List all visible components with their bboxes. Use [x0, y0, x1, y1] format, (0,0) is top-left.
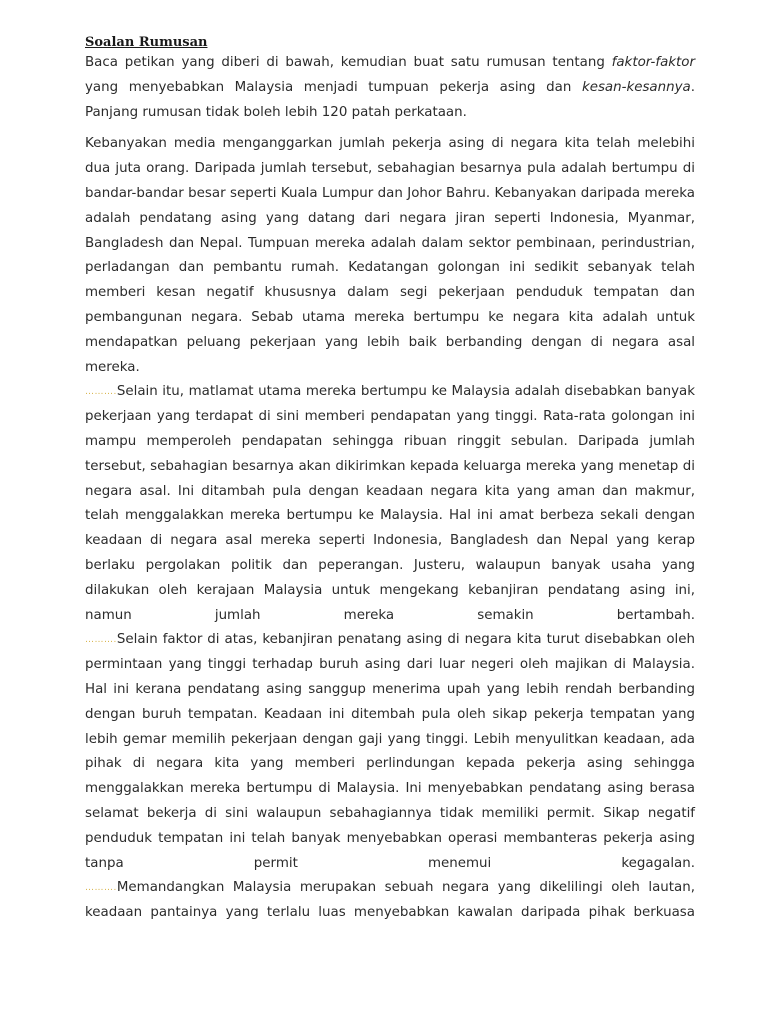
passage-paragraph-4 [85, 876, 695, 926]
paragraph-leader-dots: ………. [85, 635, 117, 646]
instructions-emphasis-2: kesan-kesannya [581, 79, 691, 95]
instructions-text-3: . Panjang rumusan tidak boleh lebih 120 patah perkataan. [85, 79, 695, 120]
instructions [85, 51, 695, 125]
instructions-text-1: Baca petikan yang diberi di bawah, kemudian buat satu rumusan tentang [85, 55, 612, 70]
paragraph-leader-dots: ………. [85, 883, 117, 894]
paragraph-3-text: Selain faktor di atas, kebanjiran penatang asing di negara kita turut disebabkan oleh permintaan yang tinggi terhadap buruh asing dari luar negeri oleh majikan di Malaysia. Hal ini kerana pendatang asing sanggup menerima upah yang lebih rendah berbanding dengan buruh tempatan. Keadaan ini ditembah pula oleh sikap pekerja tempatan yang lebih gemar memilih pekerjaan dengan gaji yang tinggi. Lebih menyulitkan keadaan, ada pihak di negara kita yang memberi perlindungan kepada pekerja asing sehingga menggalakkan mereka bertumpu di Malaysia. Ini menyebabkan pendatang asing berasa selamat bekerja di sini walaupun sebahagiannya tidak memiliki permit. Sikap negatif penduduk tempatan ini telah banyak menyebabkan operasi membanteras pekerja asing tanpa permit menemui kegagalan. [85, 632, 695, 871]
paragraph-1-text: Kebanyakan media menganggarkan jumlah pekerja asing di negara kita telah melebihi dua juta orang. Daripada jumlah tersebut, sebahagian besarnya pula adalah bertumpu di bandar-bandar besar seperti Kuala Lumpur dan Johor Bahru. Kebanyakan daripada mereka adalah pendatang asing yang datang dari negara jiran seperti Indonesia, Myanmar, Bangladesh dan Nepal. Tumpuan mereka adalah dalam sektor pembinaan, perindustrian, perladangan dan pembantu rumah. Kedatangan golongan ini sedikit sebanyak telah memberi kesan negatif khususnya dalam segi pekerjaan penduduk tempatan dan pembangunan negara. Sebab utama mereka bertumpu ke negara kita adalah untuk mendapatkan peluang pekerjaan yang lebih baik berbanding dengan di negara asal mereka. [85, 136, 695, 375]
paragraph-2-text: Selain itu, matlamat utama mereka bertumpu ke Malaysia adalah disebabkan banyak pekerjaan yang terdapat di sini memberi pendapatan yang tinggi. Rata-rata golongan ini mampu memperoleh pendapatan sehingga ribuan ringgit sebulan. Daripada jumlah tersebut, sebahagian besarnya akan dikirimkan kepada keluarga mereka yang menetap di negara asal. Ini ditambah pula dengan keadaan negara kita yang aman dan makmur, telah menggalakkan mereka bertumpu ke Malaysia. Hal ini amat berbeza sekali dengan keadaan di negara asal mereka seperti Indonesia, Bangladesh dan Nepal yang kerap berlaku pergolakan politik dan peperangan. Justeru, walaupun banyak usaha yang dilakukan oleh kerajaan Malaysia untuk mengekang kebanjiran pendatang asing ini, namun jumlah mereka semakin bertambah. [85, 384, 695, 623]
paragraph-4-text: Memandangkan Malaysia merupakan sebuah negara yang dikelilingi oleh lautan, keadaan pantainya yang terlalu luas menyebabkan kawalan daripada pihak berkuasa [85, 880, 695, 921]
passage-paragraph-3 [85, 628, 695, 876]
passage-paragraph-2 [85, 380, 695, 628]
instructions-emphasis-1: faktor-faktor [611, 55, 695, 70]
instructions-text-2: yang menyebabkan Malaysia menjadi tumpuan pekerja asing dan [85, 79, 582, 95]
heading: Soalan Rumusan [85, 35, 208, 50]
document-page [85, 34, 695, 926]
passage [85, 132, 695, 926]
passage-paragraph-1 [85, 132, 695, 380]
paragraph-leader-dots: ………. [85, 387, 117, 398]
